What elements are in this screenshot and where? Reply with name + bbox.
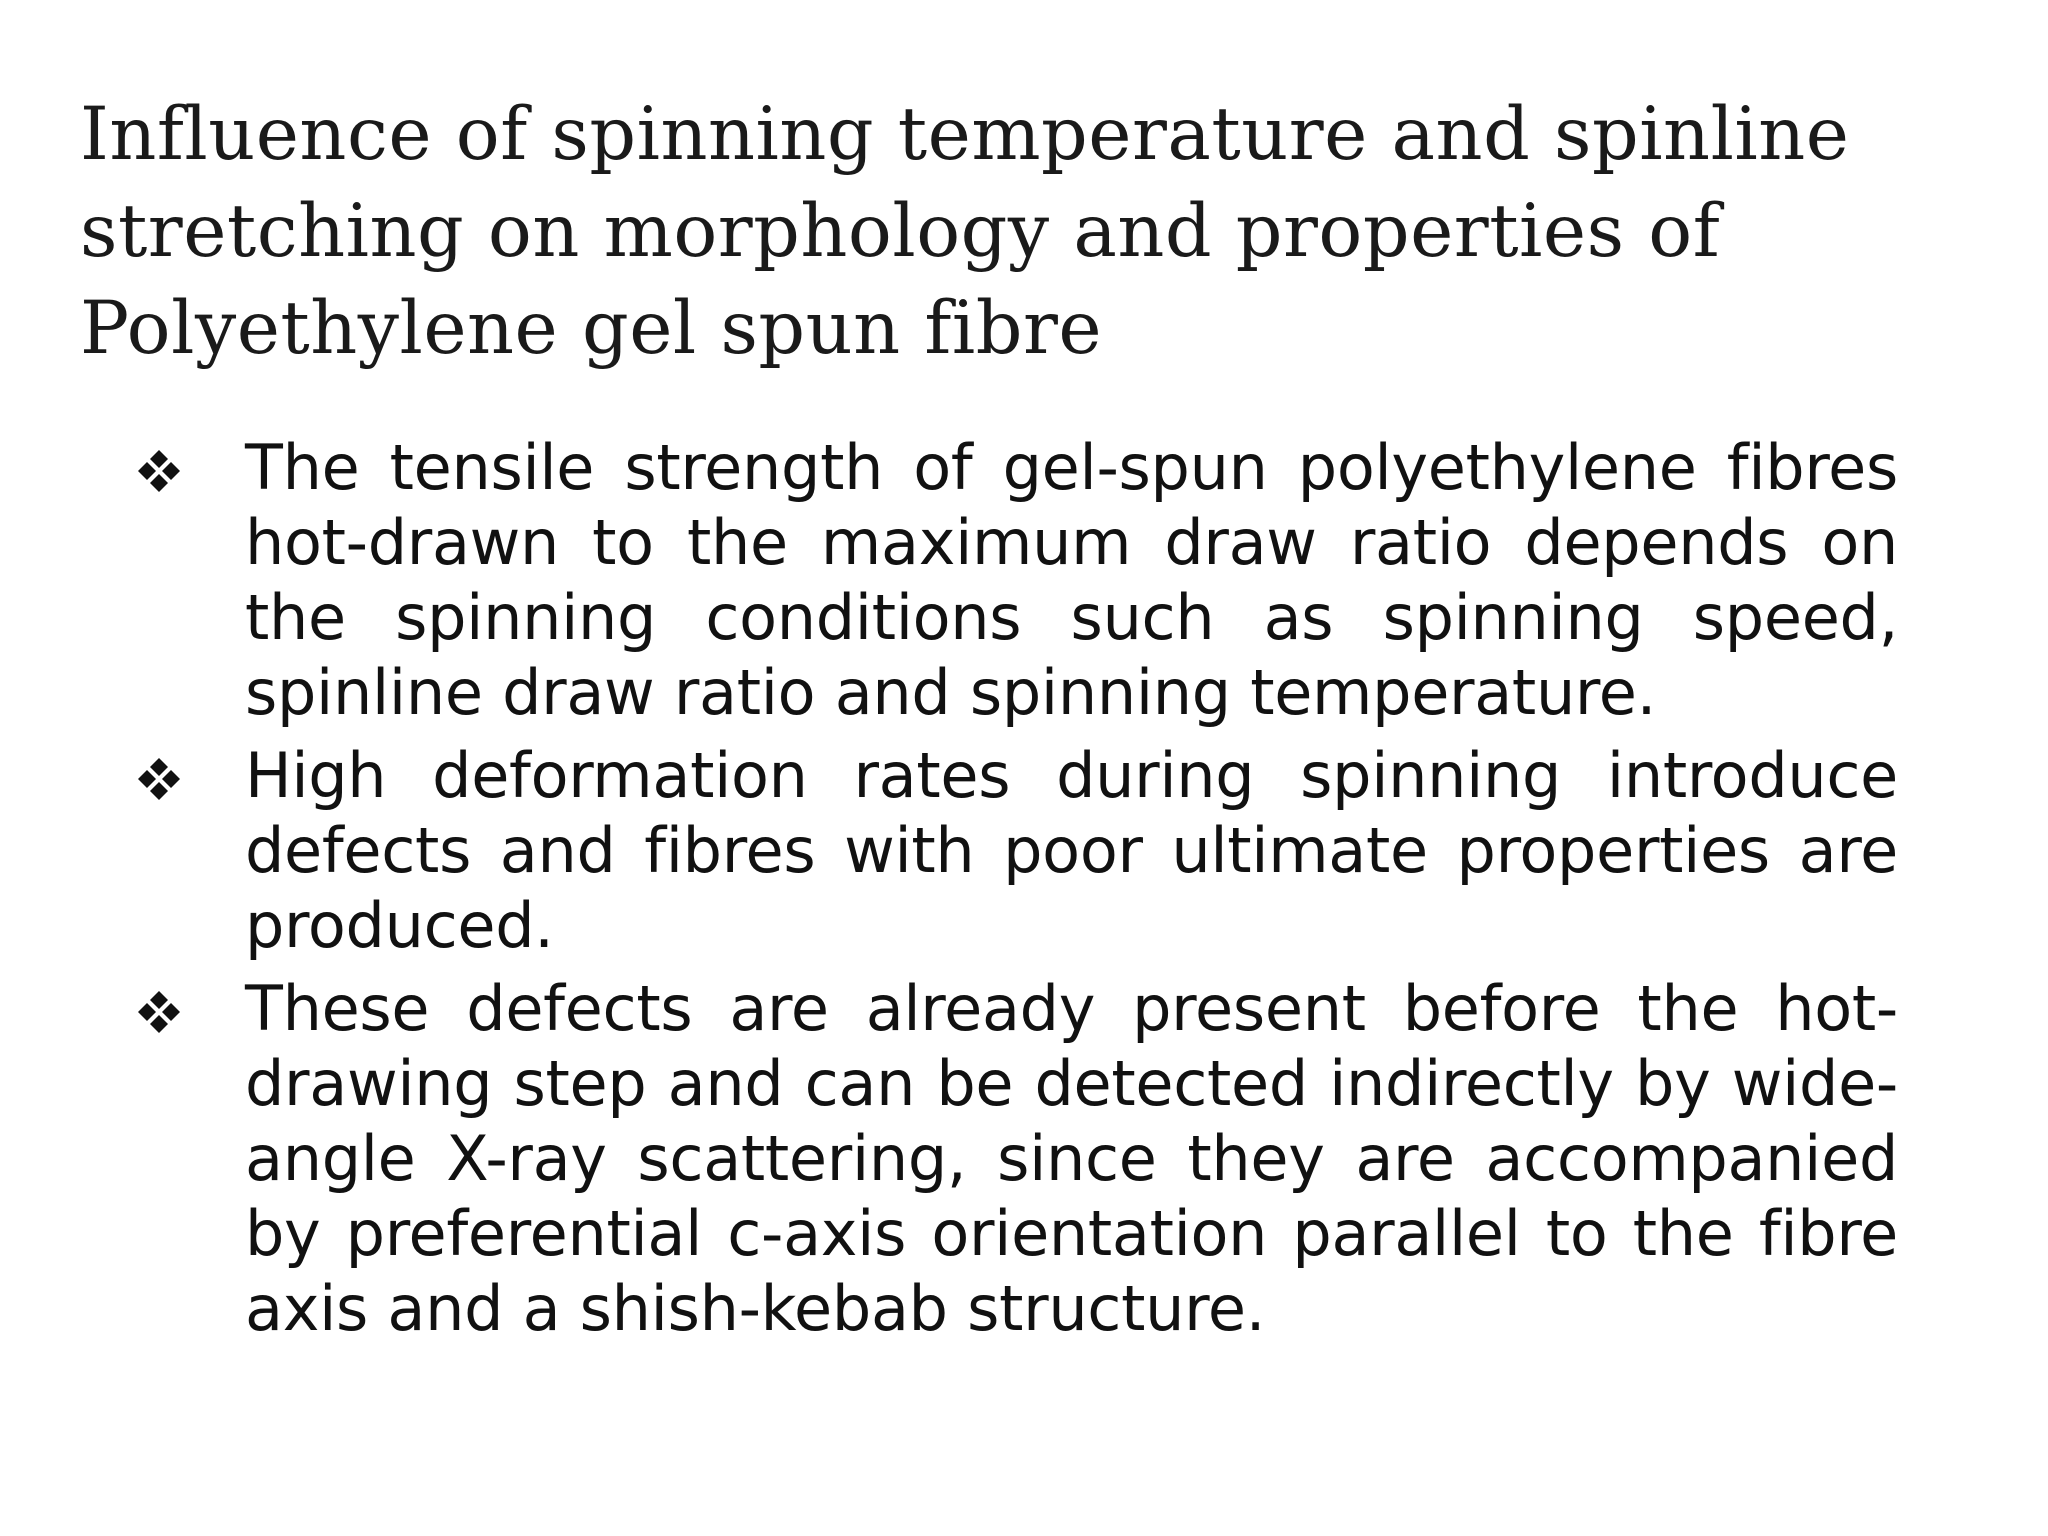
bullet-text: These defects are already present before the hot-drawing step and can be detected indirectly by wide-angle X-ray scattering, since they are accompanied by preferential c-axis orientation parallel to the fibre axis and a shish-kebab structure. [245,972,1898,1345]
bullet-list [128,430,1898,1354]
bullet-item [128,971,1898,1346]
four-diamond-bullet-icon [136,756,182,802]
title-line: Influence of spinning temperature and spinline [80,92,1850,177]
bullet-item [128,738,1898,963]
bullet-item [128,430,1898,730]
title-line: stretching on morphology and properties of [80,189,1721,274]
four-diamond-bullet-icon [136,448,182,494]
bullet-text: High deformation rates during spinning introduce defects and fibres with poor ultimate properties are produced. [245,739,1898,962]
slide-title [80,86,1980,377]
four-diamond-bullet-icon [136,989,182,1035]
bullet-text: The tensile strength of gel-spun polyethylene fibres hot-drawn to the maximum draw ratio depends on the spinning conditions such as spinning speed, spinline draw ratio and spinning temperature. [245,431,1898,729]
title-line: Polyethylene gel spun fibre [80,286,1103,371]
